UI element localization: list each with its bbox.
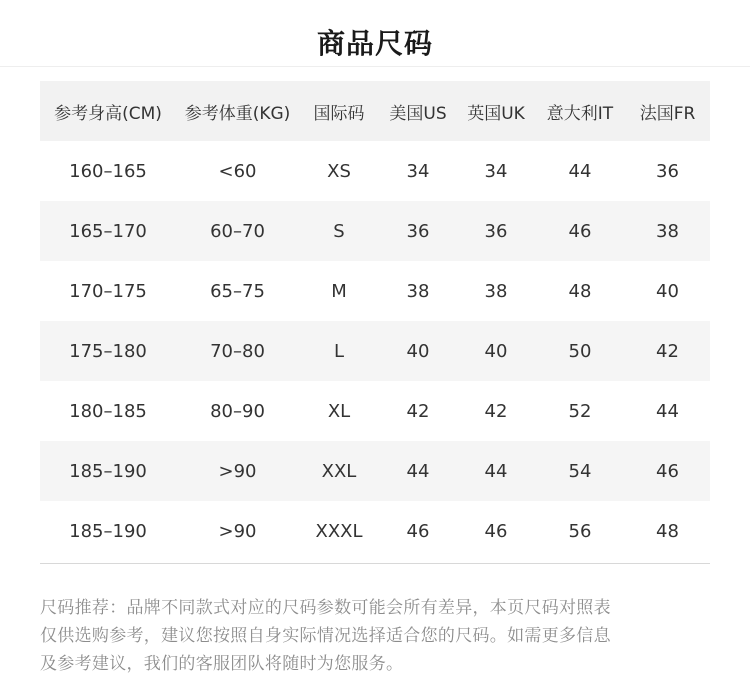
cell-fr: 48	[656, 520, 679, 542]
cell-us: 44	[379, 441, 457, 501]
cell-fr: 40	[656, 280, 679, 302]
table-row	[40, 141, 710, 201]
cell-weight: 65–75	[210, 280, 265, 302]
cell-uk: 36	[457, 201, 535, 261]
cell-us: 38	[406, 280, 430, 302]
cell-weight: <60	[218, 160, 257, 182]
cell-international: XXL	[299, 441, 379, 501]
header-height: 参考身高(CM)	[40, 81, 176, 141]
divider	[0, 66, 750, 67]
cell-us: 42	[406, 400, 430, 422]
table-row	[40, 201, 710, 261]
size-chart-table	[40, 81, 710, 561]
cell-it: 48	[568, 280, 592, 302]
cell-international: XL	[327, 400, 351, 422]
cell-it: 52	[568, 400, 592, 422]
cell-international: S	[299, 201, 379, 261]
cell-us: 36	[379, 201, 457, 261]
cell-uk: 42	[484, 400, 508, 422]
cell-height: 170–175	[69, 280, 147, 302]
cell-fr: 42	[625, 321, 710, 381]
cell-height: 185–190	[69, 520, 147, 542]
header-uk: 英国UK	[457, 81, 535, 141]
note-line: 尺码推荐：品牌不同款式对应的尺码参数可能会所有差异，本页尺码对照表	[40, 598, 611, 618]
table-header-row	[40, 81, 710, 141]
cell-fr: 36	[656, 160, 679, 182]
header-weight: 参考体重(KG)	[176, 81, 299, 141]
cell-height: 160–165	[69, 160, 147, 182]
cell-height: 165–170	[40, 201, 176, 261]
header-us: 美国US	[379, 81, 457, 141]
table-row	[40, 321, 710, 381]
table-row	[40, 261, 710, 321]
cell-it: 46	[535, 201, 625, 261]
cell-height: 185–190	[40, 441, 176, 501]
cell-it: 54	[535, 441, 625, 501]
page-title: 商品尺码	[316, 27, 433, 60]
cell-fr: 46	[625, 441, 710, 501]
cell-fr: 38	[625, 201, 710, 261]
cell-height: 180–185	[69, 400, 147, 422]
cell-it: 44	[568, 160, 592, 182]
cell-us: 46	[406, 520, 430, 542]
header-fr: 法国FR	[625, 81, 710, 141]
cell-weight: 60–70	[176, 201, 299, 261]
cell-us: 34	[406, 160, 430, 182]
table-row	[40, 501, 710, 561]
cell-weight: >90	[218, 520, 257, 542]
cell-uk: 38	[484, 280, 508, 302]
cell-fr: 44	[656, 400, 679, 422]
header-international: 国际码	[299, 81, 379, 141]
cell-international: XXXL	[315, 520, 363, 542]
cell-us: 40	[379, 321, 457, 381]
cell-weight: 80–90	[210, 400, 265, 422]
table-row	[40, 381, 710, 441]
table-row	[40, 441, 710, 501]
cell-uk: 44	[457, 441, 535, 501]
table-bottom-rule	[40, 563, 710, 564]
cell-uk: 40	[457, 321, 535, 381]
cell-international: L	[299, 321, 379, 381]
cell-it: 50	[535, 321, 625, 381]
cell-uk: 34	[484, 160, 508, 182]
size-recommendation-note	[40, 594, 710, 678]
cell-it: 56	[568, 520, 592, 542]
cell-uk: 46	[484, 520, 508, 542]
cell-international: M	[331, 280, 347, 302]
note-line: 仅供选购参考，建议您按照自身实际情况选择适合您的尺码。如需更多信息	[40, 626, 611, 646]
cell-weight: 70–80	[176, 321, 299, 381]
cell-weight: >90	[176, 441, 299, 501]
header-it: 意大利IT	[535, 81, 625, 141]
cell-international: XS	[327, 160, 351, 182]
cell-height: 175–180	[40, 321, 176, 381]
note-line: 及参考建议，我们的客服团队将随时为您服务。	[40, 654, 404, 674]
